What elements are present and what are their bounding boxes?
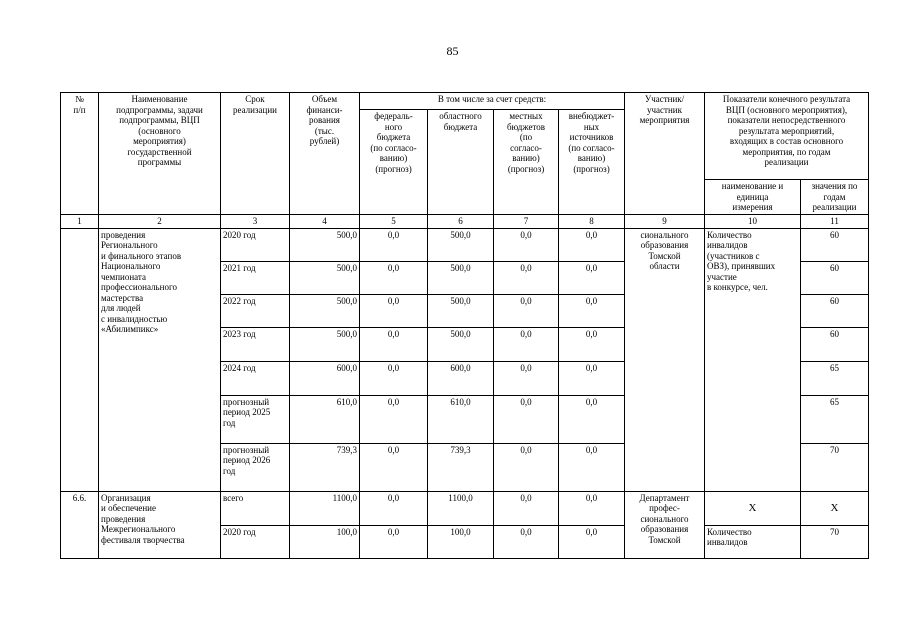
block2-name: Организация и обеспечение проведения Межрегионального фестиваля творчества: [99, 491, 221, 558]
col-number: 4: [290, 215, 360, 229]
header-local: местных бюджетов (по согласо- ванию) (прогноз): [494, 110, 559, 215]
header-participant: Участник/ участник мероприятия: [625, 93, 705, 215]
value-cell: 60: [801, 261, 869, 294]
local-cell: 0,0: [494, 228, 559, 261]
value-cell: 70: [801, 525, 869, 558]
col-number: 3: [221, 215, 290, 229]
col-number: 7: [494, 215, 559, 229]
block2-num: 6.6.: [61, 491, 99, 558]
extra-cell: 0,0: [559, 525, 625, 558]
financing-table: [60, 92, 869, 559]
header-extra: внебюджет- ных источников (по согласо- ванию) (прогноз): [559, 110, 625, 215]
value-cell: 60: [801, 294, 869, 327]
volume-cell: 500,0: [290, 228, 360, 261]
federal-cell: 0,0: [360, 361, 428, 395]
term-cell: 2021 год: [221, 261, 290, 294]
volume-cell: 500,0: [290, 327, 360, 361]
header-sources-group: В том числе за счет средств:: [360, 93, 625, 110]
federal-cell: 0,0: [360, 228, 428, 261]
block1-name: проведения Регионального и финального этапов Национального чемпионата профессионального мастерства для людей с инвалидностью «Абилимпикс»: [99, 228, 221, 491]
header-name: Наименование подпрограммы, задачи подпрограммы, ВЦП (основного мероприятия) государственной программы: [99, 93, 221, 215]
column-numbers-row: [61, 215, 869, 229]
header-indicators-group: Показатели конечного результата ВЦП (основного мероприятия), показатели непосредственного результата мероприятий, входящих в состав основного мероприятия, по годам реализации: [705, 93, 869, 180]
local-cell: 0,0: [494, 525, 559, 558]
volume-cell: 610,0: [290, 395, 360, 443]
col-number: 10: [705, 215, 801, 229]
regional-cell: 100,0: [428, 525, 494, 558]
regional-cell: 500,0: [428, 294, 494, 327]
col-number: 1: [61, 215, 99, 229]
extra-cell: 0,0: [559, 294, 625, 327]
local-cell: 0,0: [494, 491, 559, 525]
value-cell: 65: [801, 361, 869, 395]
header-federal: федераль- ного бюджета (по согласо- ванию) (прогноз): [360, 110, 428, 215]
header-num: № п/п: [61, 93, 99, 215]
volume-cell: 600,0: [290, 361, 360, 395]
extra-cell: 0,0: [559, 361, 625, 395]
col-number: 6: [428, 215, 494, 229]
table-row: [61, 491, 869, 525]
term-cell: прогнозный период 2026 год: [221, 443, 290, 491]
value-cell: 60: [801, 228, 869, 261]
block1-num-cell: [61, 228, 99, 491]
value-cell: 70: [801, 443, 869, 491]
federal-cell: 0,0: [360, 395, 428, 443]
term-cell: всего: [221, 491, 290, 525]
regional-cell: 1100,0: [428, 491, 494, 525]
federal-cell: 0,0: [360, 525, 428, 558]
term-cell: 2023 год: [221, 327, 290, 361]
block1-participant: сионального образования Томской области: [625, 228, 705, 491]
volume-cell: 500,0: [290, 294, 360, 327]
col-number: 5: [360, 215, 428, 229]
value-cell: Х: [801, 491, 869, 525]
col-number: 9: [625, 215, 705, 229]
table-row: [61, 228, 869, 261]
term-cell: 2022 год: [221, 294, 290, 327]
volume-cell: 739,3: [290, 443, 360, 491]
value-cell: 65: [801, 395, 869, 443]
term-cell: 2020 год: [221, 228, 290, 261]
federal-cell: 0,0: [360, 443, 428, 491]
indicator-name-cell: Количество инвалидов: [705, 525, 801, 558]
regional-cell: 500,0: [428, 228, 494, 261]
extra-cell: 0,0: [559, 261, 625, 294]
extra-cell: 0,0: [559, 327, 625, 361]
federal-cell: 0,0: [360, 294, 428, 327]
value-cell: 60: [801, 327, 869, 361]
local-cell: 0,0: [494, 327, 559, 361]
federal-cell: 0,0: [360, 261, 428, 294]
header-regional: областного бюджета: [428, 110, 494, 215]
volume-cell: 100,0: [290, 525, 360, 558]
regional-cell: 610,0: [428, 395, 494, 443]
regional-cell: 600,0: [428, 361, 494, 395]
local-cell: 0,0: [494, 395, 559, 443]
volume-cell: 1100,0: [290, 491, 360, 525]
header-indicator-values: значения по годам реализации: [801, 180, 869, 215]
regional-cell: 739,3: [428, 443, 494, 491]
extra-cell: 0,0: [559, 228, 625, 261]
extra-cell: 0,0: [559, 491, 625, 525]
federal-cell: 0,0: [360, 327, 428, 361]
volume-cell: 500,0: [290, 261, 360, 294]
local-cell: 0,0: [494, 443, 559, 491]
local-cell: 0,0: [494, 261, 559, 294]
block1-indicator: Количество инвалидов (участников с ОВЗ), принявших участие в конкурсе, чел.: [705, 228, 801, 491]
term-cell: 2024 год: [221, 361, 290, 395]
block2-participant: Департамент профес- сионального образования Томской: [625, 491, 705, 558]
regional-cell: 500,0: [428, 327, 494, 361]
header-volume: Объем финанси- рования (тыс. рублей): [290, 93, 360, 215]
indicator-name-cell: Х: [705, 491, 801, 525]
local-cell: 0,0: [494, 361, 559, 395]
extra-cell: 0,0: [559, 395, 625, 443]
page-number: 85: [446, 44, 459, 58]
federal-cell: 0,0: [360, 491, 428, 525]
header-term: Срок реализации: [221, 93, 290, 215]
local-cell: 0,0: [494, 294, 559, 327]
regional-cell: 500,0: [428, 261, 494, 294]
col-number: 11: [801, 215, 869, 229]
term-cell: 2020 год: [221, 525, 290, 558]
extra-cell: 0,0: [559, 443, 625, 491]
header-indicator-name: наименование и единица измерения: [705, 180, 801, 215]
col-number: 2: [99, 215, 221, 229]
col-number: 8: [559, 215, 625, 229]
term-cell: прогнозный период 2025 год: [221, 395, 290, 443]
